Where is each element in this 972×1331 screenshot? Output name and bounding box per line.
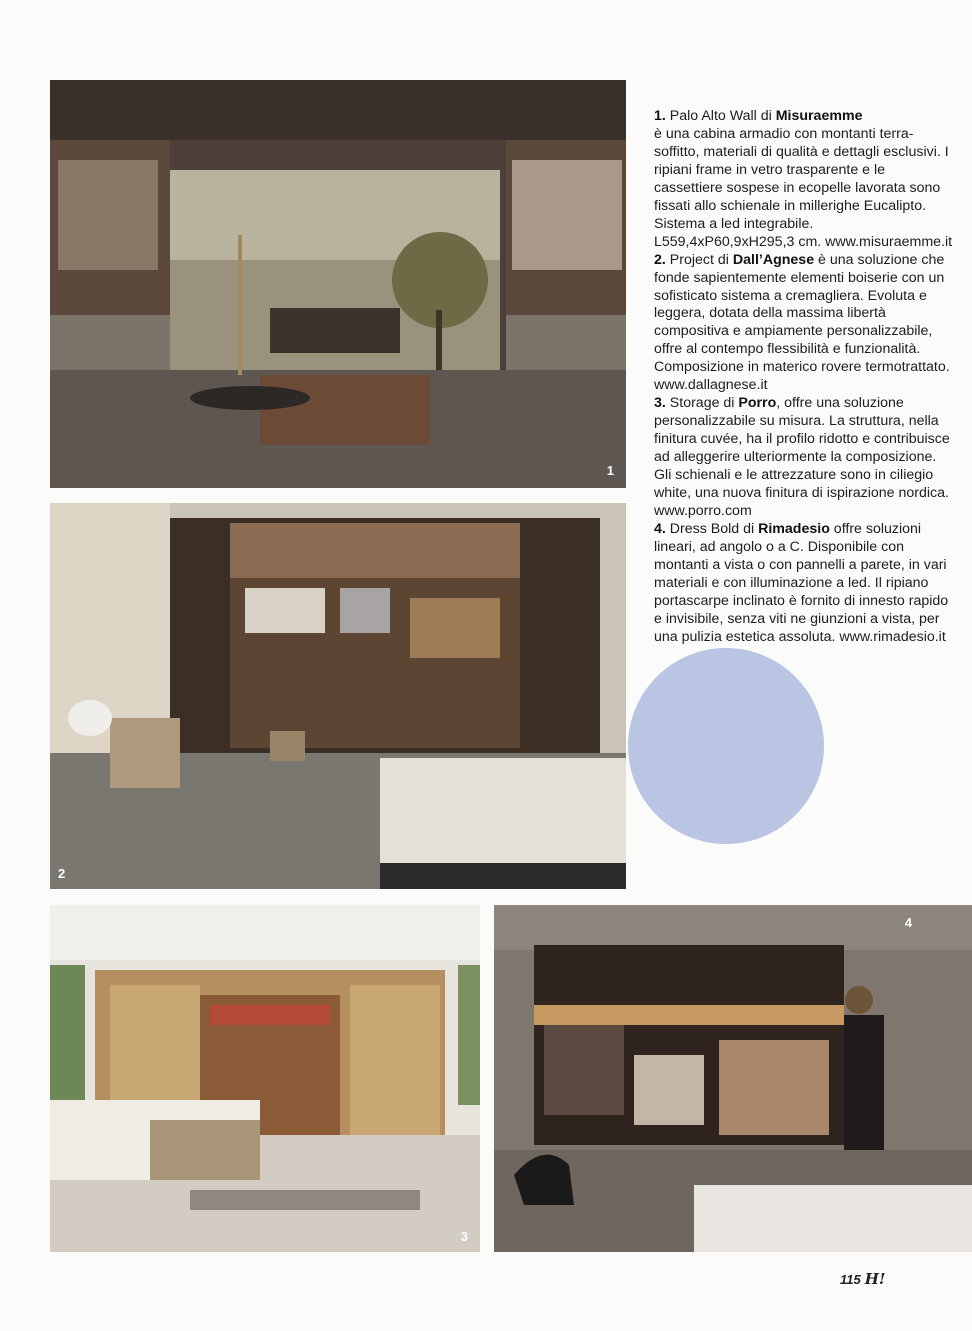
item-title: Storage di [665, 395, 739, 412]
photo-2-dallagnese [50, 503, 626, 889]
photo-number: 2 [58, 866, 66, 881]
item-brand: Misuraemme [775, 108, 863, 124]
item-body: è una cabina armadio con montanti terra-soffitto, materiali di qualità e dettagli esclusivi. I ripiani frame in vetro trasparente e le cassettiere sospese in ecopelle lavorata sono fissati allo schienale in millerighe Eucalipto. Sistema a led integrabile. L559,4xP60,9xH295,3 cm. www.misuraemme.it [654, 125, 953, 250]
magazine-logo: H! [864, 1270, 886, 1288]
photo-number: 3 [460, 1229, 468, 1244]
page-folio [840, 1270, 886, 1288]
item-title: Project di [665, 251, 733, 268]
decorative-circle [628, 648, 824, 844]
item-number: 3. [654, 395, 666, 412]
item-brand: Porro [738, 395, 777, 412]
item-number: 2. [654, 251, 666, 268]
item-4 [654, 521, 954, 647]
item-title: Dress Bold di [665, 520, 759, 537]
item-body: , offre una soluzione personalizzabile su misura. La struttura, nella finitura cuvée, ha il profilo ridotto e contribuisce ad alleggerire ulteriormente la composizione. Gli schienali e le attrezzature sono in ciliegio white, una nuova finitura di ispirazione nordica. www.porro.com [654, 395, 950, 519]
item-2 [654, 252, 954, 396]
photo-1-misuraemme [50, 80, 626, 488]
product-descriptions [654, 108, 954, 647]
item-number: 1. [654, 108, 666, 124]
item-body: è una soluzione che fonde sapientemente elementi boiserie con un sofisticato sistema a cremagliera. Evoluta e leggera, dotata della massima libertà compositiva e ampiamente personalizzabile, offre al contempo flessibilità e funzionalità. Composizione in materico rovere termotrattato. www.dallagnese.it [654, 251, 950, 394]
item-title: Palo Alto Wall di [665, 108, 776, 124]
item-body: offre soluzioni lineari, ad angolo o a C. Disponibile con montanti a vista o con pannelli a parete, in vari materiali e con illuminazione a led. Il ripiano portascarpe inclinato è fornito di innesto rapido e invisibile, senza viti ne giunzioni a vista, per una pulizia estetica assoluta. www.rimadesio.it [654, 520, 949, 645]
item-brand: Dall’Agnese [732, 251, 815, 268]
item-brand: Rimadesio [758, 520, 830, 537]
item-number: 4. [654, 520, 666, 537]
photo-number: 4 [904, 915, 912, 930]
photo-4-rimadesio [494, 905, 972, 1252]
photo-3-porro [50, 905, 480, 1252]
page-number: 115 [840, 1272, 861, 1287]
item-1 [654, 108, 954, 252]
item-3 [654, 395, 954, 521]
photo-number: 1 [606, 463, 614, 478]
